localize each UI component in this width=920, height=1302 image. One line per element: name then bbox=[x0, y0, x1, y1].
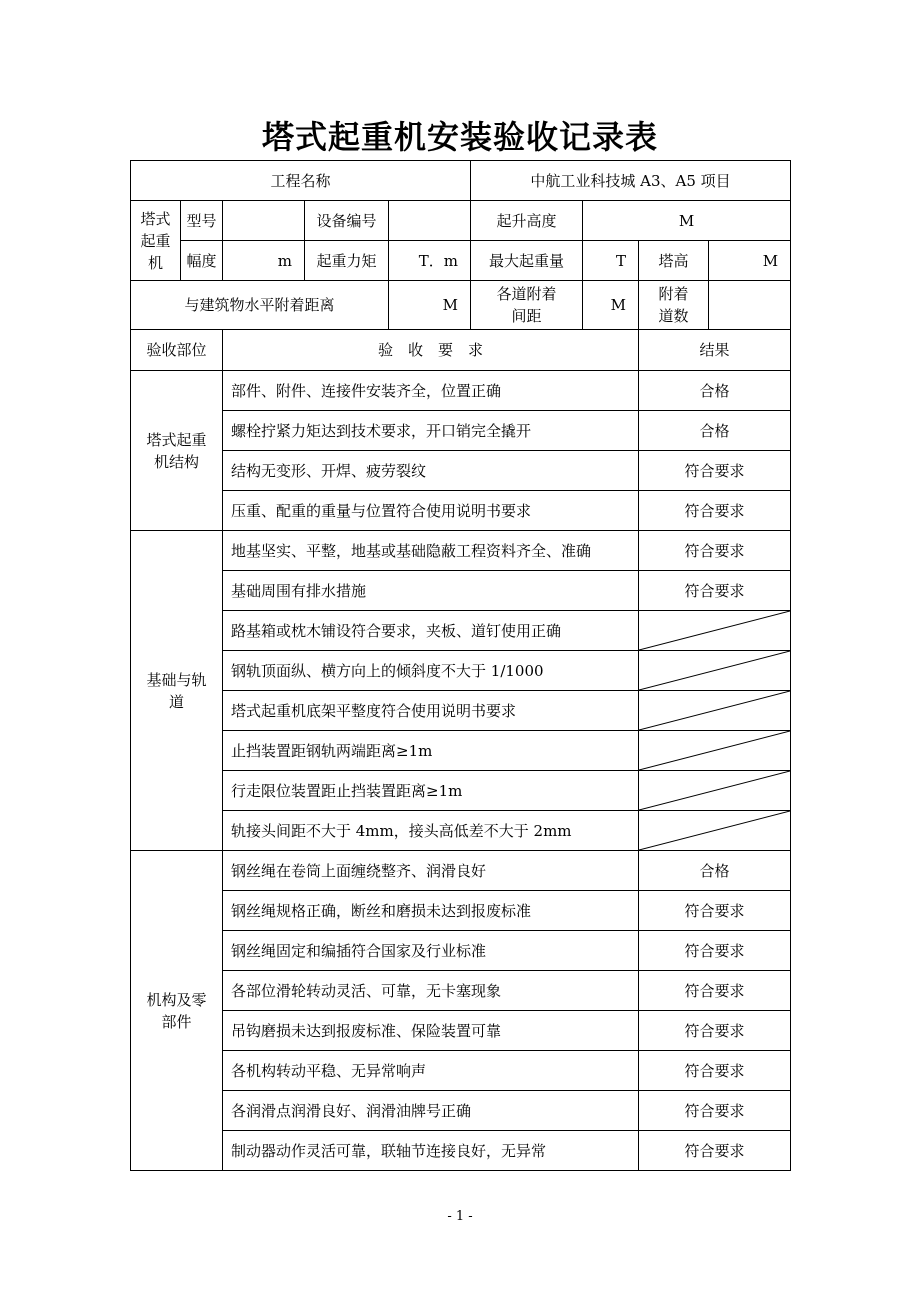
rated-torque-unit: T．m bbox=[389, 241, 471, 281]
requirement-text: 吊钩磨损未达到报废标准、保险装置可靠 bbox=[223, 1011, 639, 1051]
result-cell: 符合要求 bbox=[639, 931, 791, 971]
result-cell-struck bbox=[639, 691, 791, 731]
section-part-label: 塔式起重机结构 bbox=[131, 371, 223, 531]
result-cell: 合格 bbox=[639, 851, 791, 891]
lift-height-label: 起升高度 bbox=[471, 201, 583, 241]
requirement-text: 钢丝绳固定和编插符合国家及行业标准 bbox=[223, 931, 639, 971]
requirement-text: 螺栓拧紧力矩达到技术要求，开口销完全撬开 bbox=[223, 411, 639, 451]
requirement-text: 地基坚实、平整，地基或基础隐蔽工程资料齐全、准确 bbox=[223, 531, 639, 571]
result-cell: 符合要求 bbox=[639, 971, 791, 1011]
diagonal-strike-icon bbox=[639, 611, 790, 650]
rated-torque-label: 起重力矩 bbox=[305, 241, 389, 281]
result-cell: 符合要求 bbox=[639, 1011, 791, 1051]
project-name-value: 中航工业科技城 A3、A5 项目 bbox=[471, 161, 791, 201]
acceptance-record-table bbox=[130, 160, 791, 1171]
attach-count-label: 附着道数 bbox=[639, 281, 709, 330]
column-header-part: 验收部位 bbox=[131, 330, 223, 371]
tower-height-label: 塔高 bbox=[639, 241, 709, 281]
requirement-text: 各机构转动平稳、无异常响声 bbox=[223, 1051, 639, 1091]
page-number: - 1 - bbox=[447, 1209, 473, 1224]
section-part-label: 基础与轨道 bbox=[131, 531, 223, 851]
diagonal-strike-icon bbox=[639, 731, 790, 770]
column-header-requirement: 验 收 要 求 bbox=[223, 330, 639, 371]
crane-label: 塔式起重机 bbox=[131, 201, 181, 281]
page-title: 塔式起重机安装验收记录表 bbox=[261, 118, 658, 156]
result-cell: 符合要求 bbox=[639, 571, 791, 611]
amplitude-unit: m bbox=[223, 241, 305, 281]
diagonal-strike-icon bbox=[639, 651, 790, 690]
diagonal-strike-icon bbox=[639, 771, 790, 810]
requirement-text: 压重、配重的重量与位置符合使用说明书要求 bbox=[223, 491, 639, 531]
result-cell: 符合要求 bbox=[639, 891, 791, 931]
model-label: 型号 bbox=[181, 201, 223, 241]
requirement-text: 轨接头间距不大于 4mm，接头高低差不大于 2mm bbox=[223, 811, 639, 851]
result-cell: 符合要求 bbox=[639, 451, 791, 491]
result-cell: 符合要求 bbox=[639, 491, 791, 531]
requirement-text: 塔式起重机底架平整度符合使用说明书要求 bbox=[223, 691, 639, 731]
requirement-text: 路基箱或枕木铺设符合要求，夹板、道钉使用正确 bbox=[223, 611, 639, 651]
requirement-text: 基础周围有排水措施 bbox=[223, 571, 639, 611]
result-cell: 符合要求 bbox=[639, 1051, 791, 1091]
tower-height-unit: M bbox=[709, 241, 791, 281]
project-name-label: 工程名称 bbox=[131, 161, 471, 201]
attach-count-value bbox=[709, 281, 791, 330]
result-cell: 合格 bbox=[639, 371, 791, 411]
max-load-unit: T bbox=[583, 241, 639, 281]
column-header-result: 结果 bbox=[639, 330, 791, 371]
requirement-text: 钢丝绳在卷筒上面缠绕整齐、润滑良好 bbox=[223, 851, 639, 891]
result-cell-struck bbox=[639, 811, 791, 851]
requirement-text: 行走限位装置距止挡装置距离≥1m bbox=[223, 771, 639, 811]
model-value bbox=[223, 201, 305, 241]
lift-height-unit: M bbox=[583, 201, 791, 241]
requirement-text: 各部位滑轮转动灵活、可靠，无卡塞现象 bbox=[223, 971, 639, 1011]
device-number-label: 设备编号 bbox=[305, 201, 389, 241]
result-cell: 合格 bbox=[639, 411, 791, 451]
requirement-text: 结构无变形、开焊、疲劳裂纹 bbox=[223, 451, 639, 491]
result-cell: 符合要求 bbox=[639, 1131, 791, 1171]
requirement-text: 钢丝绳规格正确，断丝和磨损未达到报废标准 bbox=[223, 891, 639, 931]
requirement-text: 钢轨顶面纵、横方向上的倾斜度不大于 1/1000 bbox=[223, 651, 639, 691]
requirement-text: 止挡装置距钢轨两端距离≥1m bbox=[223, 731, 639, 771]
requirement-text: 各润滑点润滑良好、润滑油牌号正确 bbox=[223, 1091, 639, 1131]
device-number-value bbox=[389, 201, 471, 241]
attach-spacing-label: 各道附着间距 bbox=[471, 281, 583, 330]
attach-distance-unit: M bbox=[389, 281, 471, 330]
section-part-label: 机构及零部件 bbox=[131, 851, 223, 1171]
max-load-label: 最大起重量 bbox=[471, 241, 583, 281]
attach-distance-label: 与建筑物水平附着距离 bbox=[131, 281, 389, 330]
attach-spacing-unit: M bbox=[583, 281, 639, 330]
result-cell-struck bbox=[639, 611, 791, 651]
requirement-text: 部件、附件、连接件安装齐全，位置正确 bbox=[223, 371, 639, 411]
result-cell: 符合要求 bbox=[639, 531, 791, 571]
result-cell: 符合要求 bbox=[639, 1091, 791, 1131]
result-cell-struck bbox=[639, 651, 791, 691]
amplitude-label: 幅度 bbox=[181, 241, 223, 281]
requirement-text: 制动器动作灵活可靠，联轴节连接良好，无异常 bbox=[223, 1131, 639, 1171]
diagonal-strike-icon bbox=[639, 811, 790, 850]
result-cell-struck bbox=[639, 731, 791, 771]
result-cell-struck bbox=[639, 771, 791, 811]
diagonal-strike-icon bbox=[639, 691, 790, 730]
